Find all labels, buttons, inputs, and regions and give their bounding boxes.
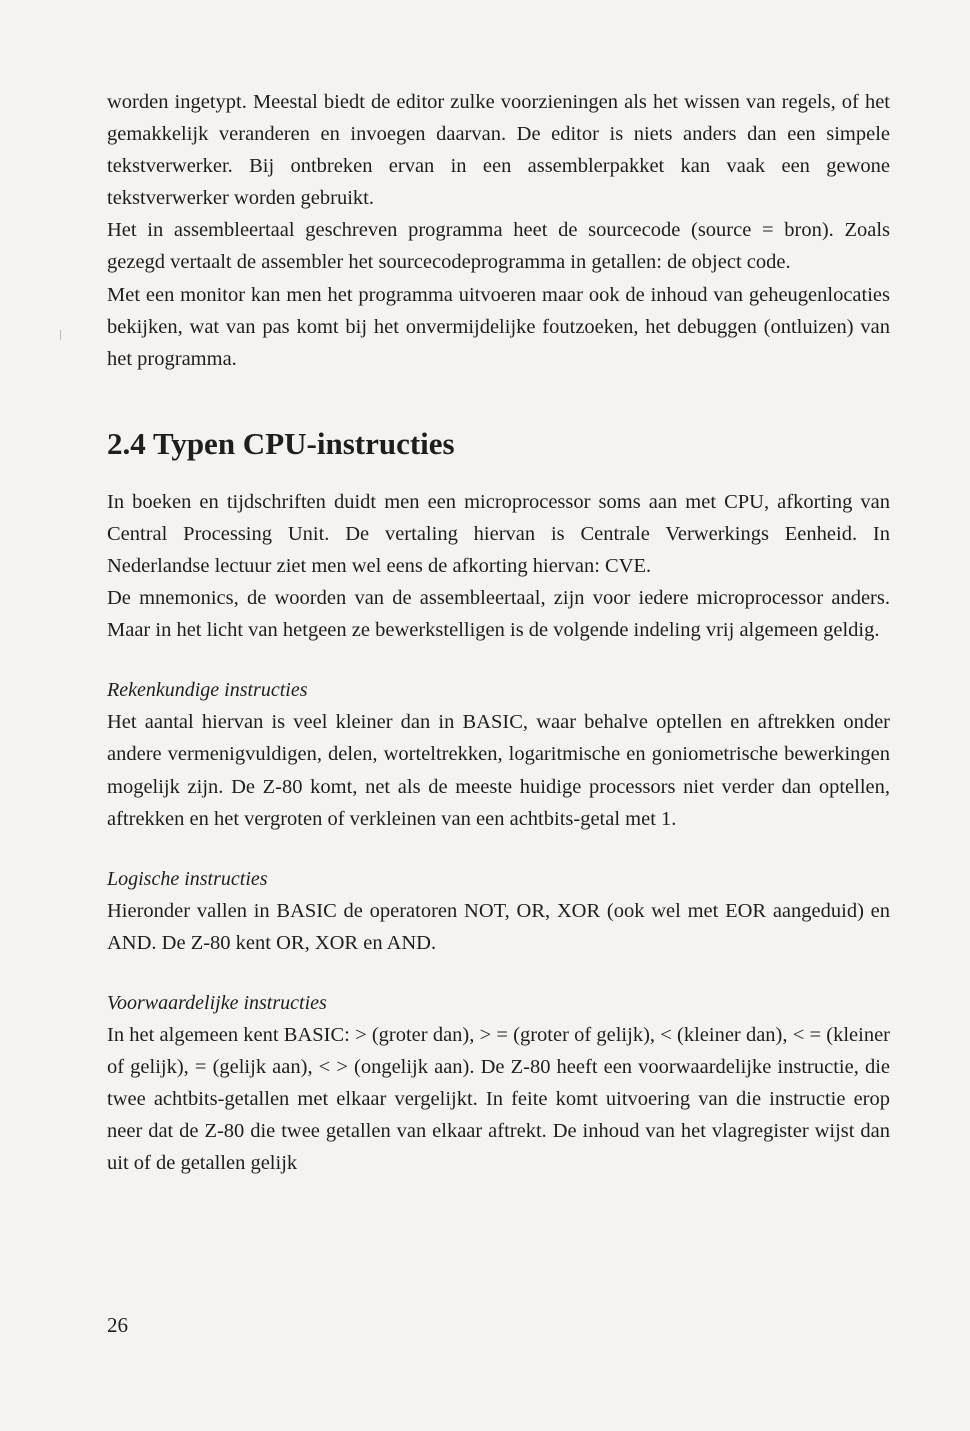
page-edge-mark xyxy=(60,330,61,340)
subsection-text-conditional: In het algemeen kent BASIC: > (groter dan), > = (groter of gelijk), < (kleiner dan), < = (kleiner of gelijk), = (gelijk aan), < > (ongelijk aan). De Z-80 heeft een voorwaardelijke instructie, die twee achtbits-getallen met elkaar vergelijkt. In feite komt uitvoering van die instructie erop neer dat de Z-80 die twee getallen van elkaar aftrekt. De inhoud van het vlagregister wijst dan uit of de getallen gelijk xyxy=(107,1023,890,1175)
text-column xyxy=(107,86,890,1179)
subsection-title-arithmetic: Rekenkundige instructies xyxy=(107,679,308,702)
intro-paragraph-2: Het in assembleertaal geschreven programma heet de sourcecode (source = bron). Zoals gezegd vertaalt de assembler het sourcecodeprogramma in getallen: de object code. xyxy=(107,219,890,274)
intro-paragraph-1: worden ingetypt. Meestal biedt de editor zulke voorzieningen als het wissen van regels, of het gemakkelijk veranderen en invoegen daarvan. De editor is niets anders dan een simpele tekstverwerker. Bij ontbreken ervan in een assemblerpakket kan vaak een gewone tekstverwerker worden gebruikt. xyxy=(107,91,890,210)
subsection-text-arithmetic: Het aantal hiervan is veel kleiner dan in BASIC, waar behalve optellen en aftrekken onder andere vermenigvuldigen, delen, worteltrekken, logaritmische en goniometrische bewerkingen mogelijk zijn. De Z-80 komt, net als de meeste huidige processors niet verder dan optellen, aftrekken en het vergroten of verkleinen van een achtbits-getal met 1. xyxy=(107,711,890,830)
subsection-title-logical: Logische instructies xyxy=(107,867,268,890)
subsection-text-logical: Hieronder vallen in BASIC de operatoren NOT, OR, XOR (ook wel met EOR aangeduid) en AND. De Z-80 kent OR, XOR en AND. xyxy=(107,899,890,954)
subsection-title-conditional: Voorwaardelijke instructies xyxy=(107,991,327,1014)
page-number: 26 xyxy=(107,1313,128,1337)
section-paragraph-2: De mnemonics, de woorden van de assembleertaal, zijn voor iedere microprocessor anders. Maar in het licht van hetgeen ze bewerkstelligen is de volgende indeling vrij algemeen geldig. xyxy=(107,587,890,642)
section-heading: 2.4 Typen CPU-instructies xyxy=(107,425,455,461)
intro-paragraph-3: Met een monitor kan men het programma uitvoeren maar ook de inhoud van geheugenlocaties bekijken, wat van pas komt bij het onvermijdelijke foutzoeken, het debuggen (ontluizen) van het programma. xyxy=(107,283,890,370)
section-paragraph-1: In boeken en tijdschriften duidt men een microprocessor soms aan met CPU, afkorting van Central Processing Unit. De vertaling hiervan is Centrale Verwerkings Eenheid. In Nederlandse lectuur ziet men wel eens de afkorting hiervan: CVE. xyxy=(107,490,890,578)
